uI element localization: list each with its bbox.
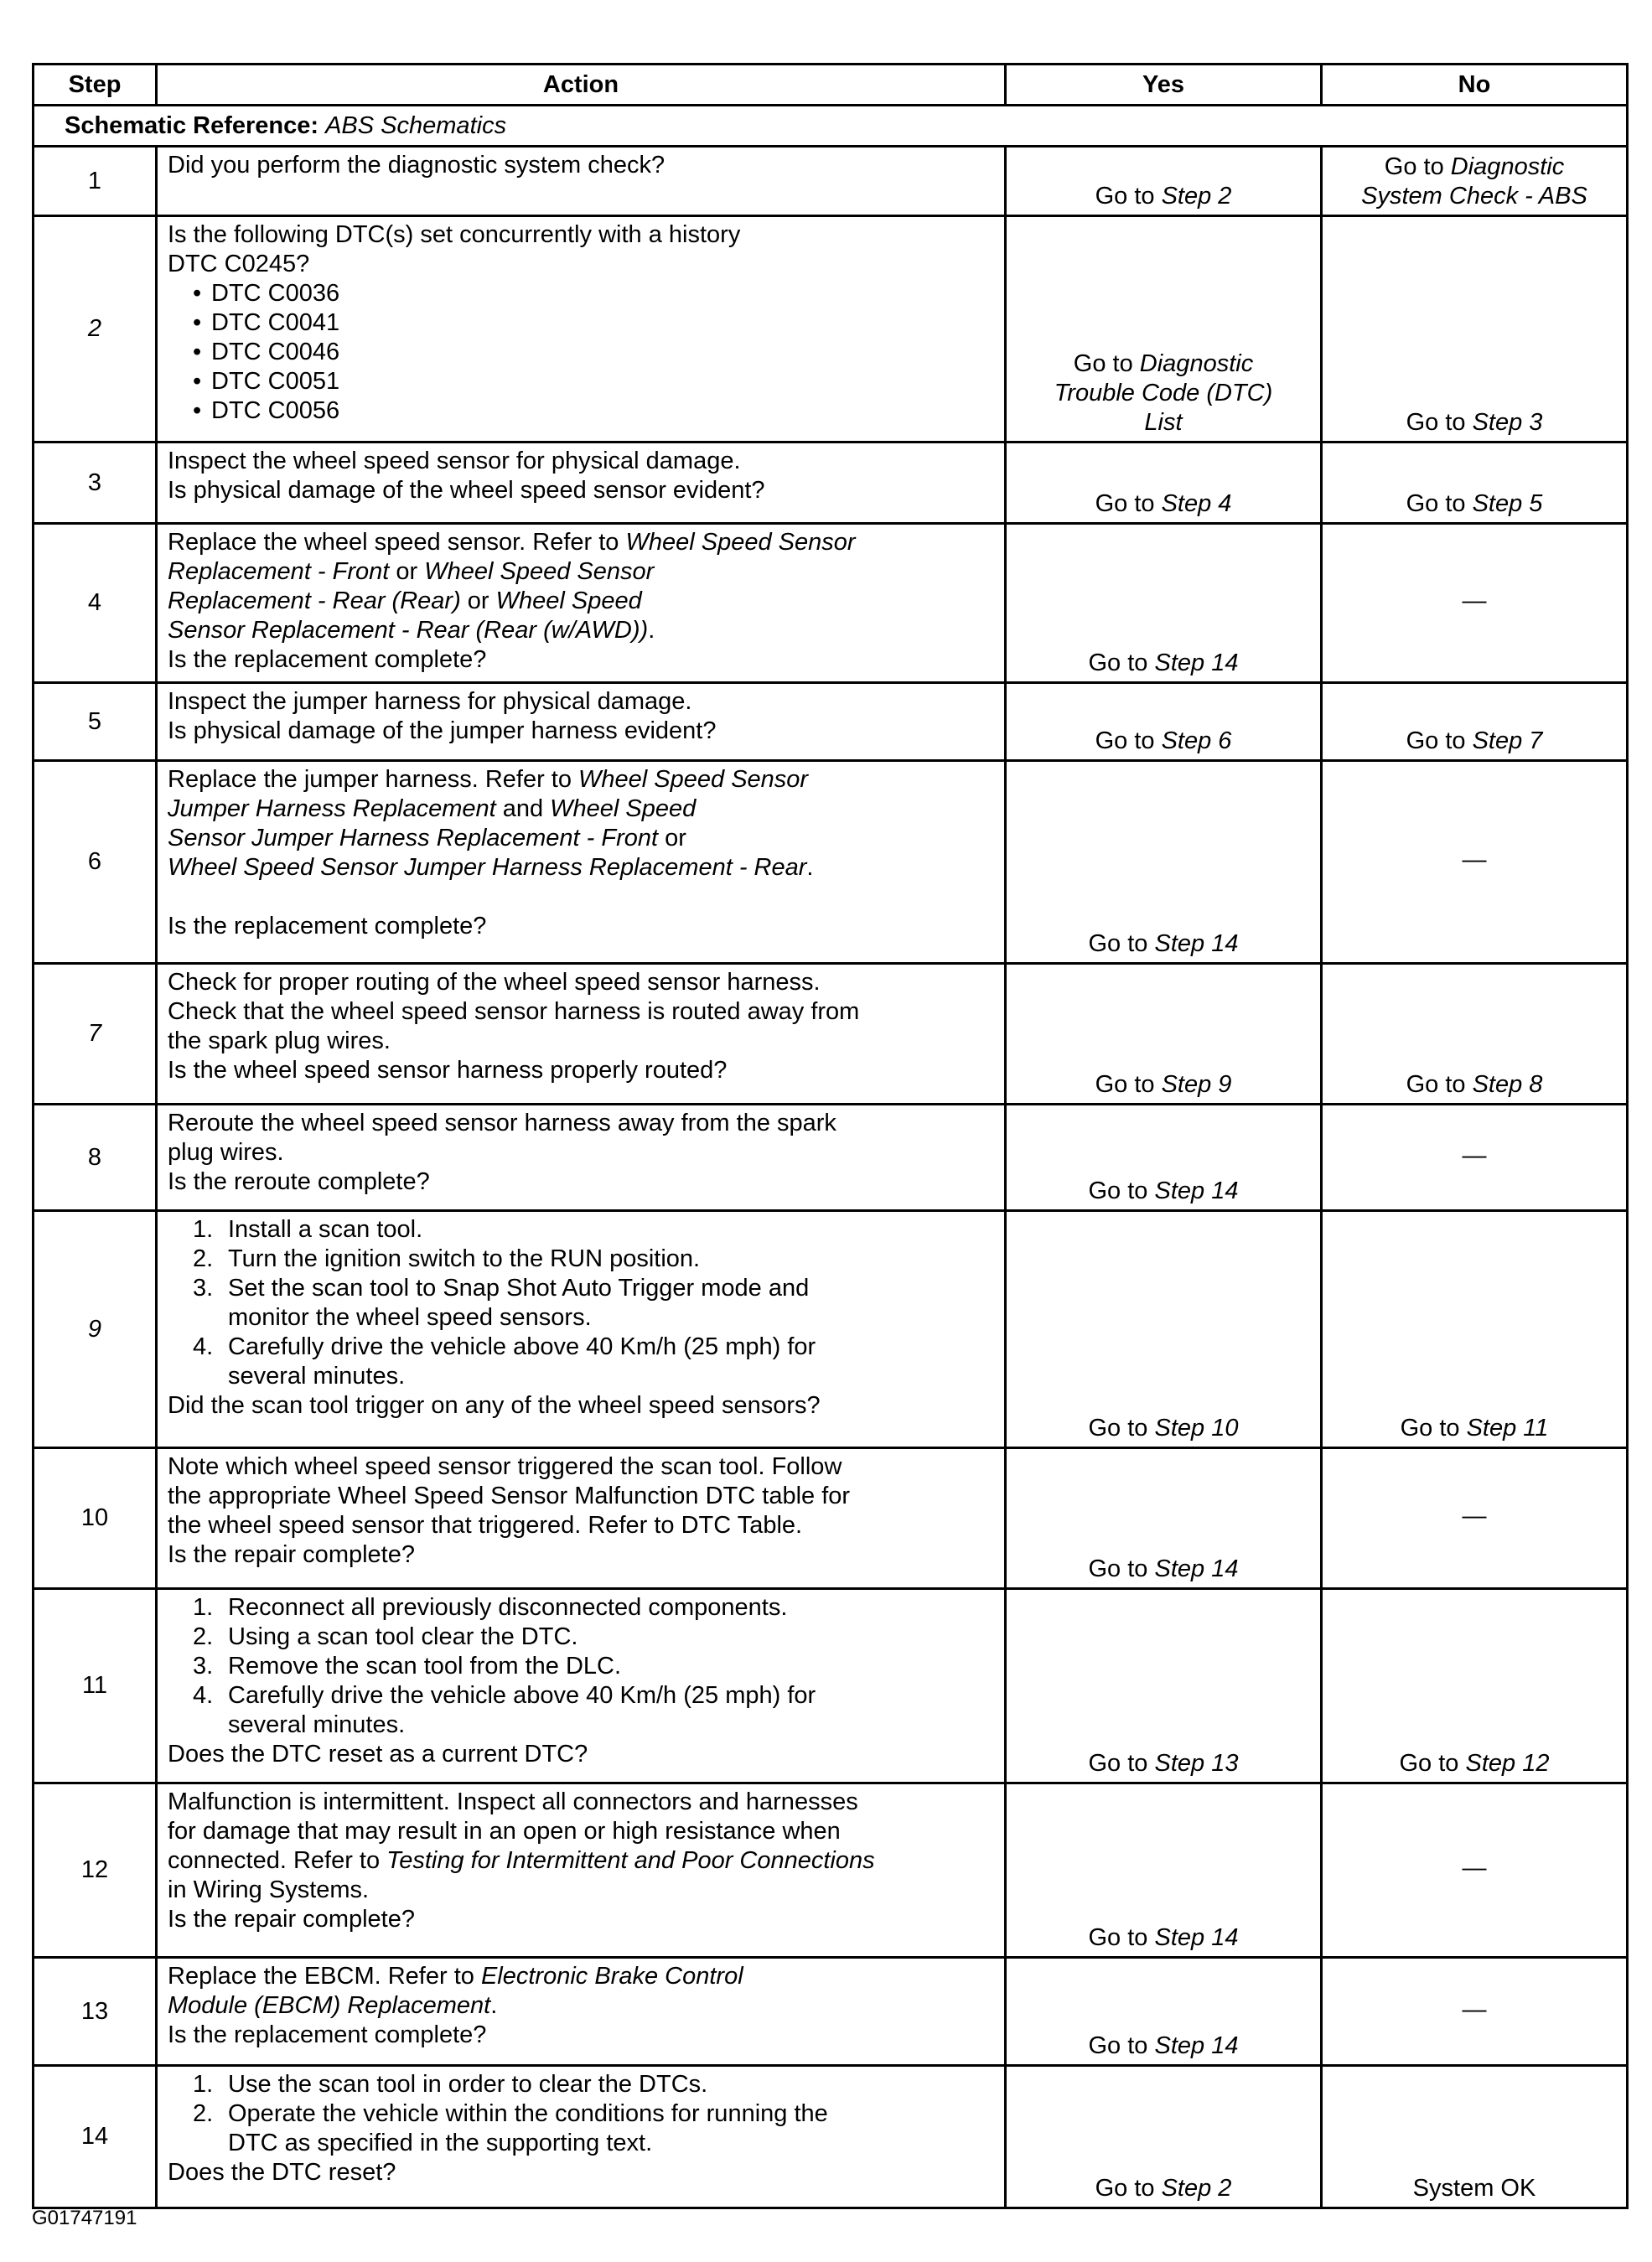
text-segment: Wheel Speed Sensor xyxy=(424,558,655,585)
table-row xyxy=(34,2066,1628,2208)
action-cell xyxy=(157,1589,1006,1783)
item-text-line: Operate the vehicle within the conditions for running the xyxy=(228,2100,828,2127)
text-segment: or xyxy=(389,558,425,585)
text-segment: Go to xyxy=(1088,1924,1155,1951)
item-text-line: Carefully drive the vehicle above 40 Km/h (25 mph) for xyxy=(228,1682,816,1709)
result-line xyxy=(1012,489,1315,519)
no-result xyxy=(1322,2066,1628,2208)
text-segment: Step 10 xyxy=(1154,1415,1239,1442)
action-line xyxy=(168,1991,996,2021)
text-segment: Go to xyxy=(1095,490,1162,517)
step-number: 1 xyxy=(34,147,157,216)
text-segment: Wheel Speed Sensor xyxy=(625,529,856,556)
text-segment: Module (EBCM) Replacement xyxy=(168,1992,491,2019)
item-number: 2. xyxy=(193,1623,214,1650)
item-text-line: Reconnect all previously disconnected components. xyxy=(228,1594,788,1621)
text-segment: Electronic Brake Control xyxy=(480,1963,743,1990)
step-number: 9 xyxy=(34,1211,157,1448)
action-line xyxy=(168,1962,996,1991)
text-segment: — xyxy=(1462,1995,1487,2023)
text-segment: Step 14 xyxy=(1154,2032,1239,2059)
item-number: 4. xyxy=(193,1333,214,1360)
text-segment: Go to xyxy=(1088,1750,1155,1777)
item-text-line: Carefully drive the vehicle above 40 Km/h (25 mph) for xyxy=(228,1333,816,1360)
item-number: 1. xyxy=(193,1594,214,1621)
no-result xyxy=(1322,1105,1628,1211)
text-segment: — xyxy=(1462,587,1487,614)
action-cell xyxy=(157,964,1006,1105)
numbered-item xyxy=(168,1245,996,1274)
result-line xyxy=(1012,2174,1315,2203)
item-number: 2. xyxy=(193,1245,214,1272)
table-row xyxy=(34,443,1628,524)
yes-result xyxy=(1006,1958,1322,2066)
header-no: No xyxy=(1322,65,1628,106)
text-segment: Go to xyxy=(1406,490,1473,517)
table-row xyxy=(34,761,1628,964)
action-cell xyxy=(157,524,1006,683)
step-number: 8 xyxy=(34,1105,157,1211)
action-cell xyxy=(157,147,1006,216)
text-segment: Replacement - Front xyxy=(168,558,390,585)
text-segment: Wheel Speed Sensor xyxy=(578,766,809,793)
result-line xyxy=(1012,1070,1315,1100)
text-segment: Jumper Harness Replacement xyxy=(168,795,496,822)
result-line xyxy=(1012,1414,1315,1443)
item-text-line: Remove the scan tool from the DLC. xyxy=(228,1653,622,1680)
item-text-line: Turn the ignition switch to the RUN position. xyxy=(228,1245,701,1272)
text-segment: connected. Refer to xyxy=(168,1847,387,1874)
no-result xyxy=(1322,1783,1628,1958)
text-segment: and xyxy=(495,795,551,822)
text-segment: — xyxy=(1462,846,1487,873)
action-cell xyxy=(157,1448,1006,1589)
action-line: Is the replacement complete? xyxy=(168,646,487,673)
result-line xyxy=(1012,727,1315,756)
action-cell xyxy=(157,443,1006,524)
text-segment: Wheel Speed Sensor Jumper Harness Replacement - Rear xyxy=(168,854,807,881)
text-segment: Go to xyxy=(1400,1415,1467,1442)
action-cell xyxy=(157,1783,1006,1958)
text-segment: Step 8 xyxy=(1472,1071,1543,1098)
text-segment: Step 14 xyxy=(1154,930,1239,957)
step-number: 14 xyxy=(34,2066,157,2208)
text-segment: Step 14 xyxy=(1154,1924,1239,1951)
result-line xyxy=(1012,182,1315,211)
action-line: Is the wheel speed sensor harness properly routed? xyxy=(168,1057,728,1084)
result-line xyxy=(1328,1502,1621,1531)
item-text-line: Install a scan tool. xyxy=(228,1216,423,1243)
no-result xyxy=(1322,1211,1628,1448)
action-line xyxy=(168,853,996,883)
result-line xyxy=(1012,1923,1315,1953)
schematic-reference-link: ABS Schematics xyxy=(325,111,507,139)
text-segment: Go to xyxy=(1088,1555,1155,1582)
text-segment: — xyxy=(1462,1855,1487,1882)
action-line: Check for proper routing of the wheel speed sensor harness. xyxy=(168,969,821,996)
action-line xyxy=(168,616,996,645)
action-line: for damage that may result in an open or high resistance when xyxy=(168,1818,841,1845)
table-row xyxy=(34,1958,1628,2066)
step-number: 4 xyxy=(34,524,157,683)
yes-result xyxy=(1006,147,1322,216)
result-line xyxy=(1012,1177,1315,1206)
no-result xyxy=(1322,443,1628,524)
text-segment: Go to xyxy=(1095,727,1162,754)
text-segment: Step 14 xyxy=(1154,1555,1239,1582)
yes-result xyxy=(1006,964,1322,1105)
figure-code: G01747191 xyxy=(32,2207,137,2229)
bullet-item: • DTC C0046 xyxy=(168,338,996,367)
numbered-item xyxy=(168,1333,996,1391)
table-row xyxy=(34,1783,1628,1958)
numbered-item xyxy=(168,1593,996,1623)
item-number: 3. xyxy=(193,1275,214,1302)
action-line: Is the following DTC(s) set concurrently with a history xyxy=(168,221,741,248)
result-line xyxy=(1012,929,1315,959)
action-line xyxy=(168,824,996,853)
numbered-item xyxy=(168,1215,996,1245)
bullet-item: • DTC C0041 xyxy=(168,308,996,338)
result-line xyxy=(1328,408,1621,437)
action-line: DTC C0245? xyxy=(168,251,310,277)
table-row xyxy=(34,1211,1628,1448)
action-line: Does the DTC reset? xyxy=(168,2159,396,2186)
text-segment: or xyxy=(460,587,496,614)
text-segment: Go to xyxy=(1095,2175,1162,2202)
text-segment: Replacement - Rear (Rear) xyxy=(168,587,461,614)
action-line: Malfunction is intermittent. Inspect all connectors and harnesses xyxy=(168,1788,858,1815)
text-segment: . xyxy=(806,854,814,881)
table-row xyxy=(34,1589,1628,1783)
action-line: the spark plug wires. xyxy=(168,1027,391,1054)
text-segment: Sensor Jumper Harness Replacement - Front xyxy=(168,825,659,851)
text-segment: or xyxy=(658,825,686,851)
text-segment: Replace the wheel speed sensor. Refer to xyxy=(168,529,626,556)
action-cell xyxy=(157,2066,1006,2208)
action-line: Is the repair complete? xyxy=(168,1541,415,1568)
numbered-item xyxy=(168,1274,996,1333)
numbered-item xyxy=(168,1623,996,1652)
action-line: Is physical damage of the jumper harness evident? xyxy=(168,717,717,744)
text-segment: Diagnostic xyxy=(1139,350,1254,377)
step-number: 2 xyxy=(34,216,157,443)
yes-result xyxy=(1006,1105,1322,1211)
schematic-reference-row xyxy=(34,106,1628,147)
no-result xyxy=(1322,683,1628,761)
action-line: Is the reroute complete? xyxy=(168,1168,430,1195)
result-line xyxy=(1328,1995,1621,2025)
table-row xyxy=(34,683,1628,761)
text-segment: Diagnostic xyxy=(1450,153,1565,180)
step-number: 10 xyxy=(34,1448,157,1589)
text-segment: Replace the jumper harness. Refer to xyxy=(168,766,579,793)
yes-result xyxy=(1006,524,1322,683)
result-line xyxy=(1012,1749,1315,1778)
step-number: 13 xyxy=(34,1958,157,2066)
header-step: Step xyxy=(34,65,157,106)
text-segment: Step 13 xyxy=(1154,1750,1239,1777)
action-cell xyxy=(157,1105,1006,1211)
item-number: 4. xyxy=(193,1682,214,1709)
result-line xyxy=(1012,649,1315,678)
text-segment: Wheel Speed xyxy=(550,795,697,822)
text-segment: Step 2 xyxy=(1161,183,1232,210)
step-number: 12 xyxy=(34,1783,157,1958)
action-line: Is the replacement complete? xyxy=(168,913,487,939)
yes-result xyxy=(1006,1448,1322,1589)
no-result xyxy=(1322,1448,1628,1589)
table-row xyxy=(34,964,1628,1105)
text-segment: List xyxy=(1144,409,1183,436)
text-segment: Go to xyxy=(1088,2032,1155,2059)
table-row xyxy=(34,524,1628,683)
text-segment: . xyxy=(490,1992,498,2019)
item-text-line: several minutes. xyxy=(228,1363,406,1390)
result-line xyxy=(1012,379,1315,408)
action-line: Did the scan tool trigger on any of the wheel speed sensors? xyxy=(168,1392,821,1419)
text-segment: Step 6 xyxy=(1161,727,1232,754)
yes-result xyxy=(1006,1211,1322,1448)
yes-result xyxy=(1006,1783,1322,1958)
yes-result xyxy=(1006,2066,1322,2208)
action-line: Is the replacement complete? xyxy=(168,2021,487,2048)
schematic-reference-label: Schematic Reference: xyxy=(65,111,319,139)
schematic-reference-cell xyxy=(34,106,1628,147)
text-segment: Go to xyxy=(1406,409,1473,436)
text-segment: Go to xyxy=(1399,1750,1466,1777)
text-segment: Trouble Code (DTC) xyxy=(1054,380,1273,406)
table-row xyxy=(34,1105,1628,1211)
result-line xyxy=(1012,1555,1315,1584)
text-segment: System OK xyxy=(1412,2175,1536,2202)
action-line: Does the DTC reset as a current DTC? xyxy=(168,1741,588,1768)
text-segment: — xyxy=(1462,1503,1487,1530)
numbered-item xyxy=(168,1652,996,1681)
header-row xyxy=(34,65,1628,106)
text-segment: . xyxy=(648,617,655,644)
text-segment: Step 2 xyxy=(1161,2175,1232,2202)
item-number: 1. xyxy=(193,1216,214,1243)
step-number: 7 xyxy=(34,964,157,1105)
table-row xyxy=(34,147,1628,216)
item-text-line: Use the scan tool in order to clear the DTCs. xyxy=(228,2071,708,2098)
item-text-line: Using a scan tool clear the DTC. xyxy=(228,1623,578,1650)
item-number: 2. xyxy=(193,2100,214,2127)
no-result xyxy=(1322,761,1628,964)
action-cell xyxy=(157,683,1006,761)
action-cell xyxy=(157,1211,1006,1448)
text-segment: Step 11 xyxy=(1466,1415,1549,1442)
step-number: 5 xyxy=(34,683,157,761)
text-segment: Step 5 xyxy=(1472,490,1543,517)
text-segment: — xyxy=(1462,1141,1487,1169)
result-line xyxy=(1328,182,1621,211)
bullet-item: • DTC C0051 xyxy=(168,367,996,396)
result-line xyxy=(1012,349,1315,379)
text-segment: Go to xyxy=(1406,727,1473,754)
action-line xyxy=(168,587,996,616)
yes-result xyxy=(1006,1589,1322,1783)
text-segment: Step 12 xyxy=(1465,1750,1550,1777)
text-segment: Sensor Replacement - Rear (Rear (w/AWD)) xyxy=(168,617,649,644)
yes-result xyxy=(1006,683,1322,761)
action-line: the appropriate Wheel Speed Sensor Malfunction DTC table for xyxy=(168,1483,851,1509)
text-segment: Step 9 xyxy=(1161,1071,1232,1098)
item-number: 3. xyxy=(193,1653,214,1680)
text-segment: Go to xyxy=(1088,1178,1155,1204)
result-line xyxy=(1328,2174,1621,2203)
no-result xyxy=(1322,147,1628,216)
yes-result xyxy=(1006,761,1322,964)
no-result xyxy=(1322,1589,1628,1783)
no-result xyxy=(1322,524,1628,683)
no-result xyxy=(1322,1958,1628,2066)
bullet-item: • DTC C0056 xyxy=(168,396,996,426)
yes-result xyxy=(1006,216,1322,443)
action-line xyxy=(168,528,996,557)
item-text-line: Set the scan tool to Snap Shot Auto Trigger mode and xyxy=(228,1275,810,1302)
action-line: Note which wheel speed sensor triggered the scan tool. Follow xyxy=(168,1453,842,1480)
result-line xyxy=(1328,1749,1621,1778)
text-segment: Go to xyxy=(1095,1071,1162,1098)
item-number: 1. xyxy=(193,2071,214,2098)
bullet-item: • DTC C0036 xyxy=(168,279,996,308)
text-segment: Wheel Speed xyxy=(495,587,642,614)
text-segment: Step 4 xyxy=(1161,490,1232,517)
result-line xyxy=(1012,408,1315,437)
text-segment: Step 14 xyxy=(1154,650,1239,676)
step-number: 3 xyxy=(34,443,157,524)
table-row xyxy=(34,1448,1628,1589)
result-line xyxy=(1328,1070,1621,1100)
numbered-item xyxy=(168,2070,996,2099)
numbered-item xyxy=(168,2099,996,2158)
text-segment: Go to xyxy=(1088,930,1155,957)
result-line xyxy=(1328,1414,1621,1443)
action-cell xyxy=(157,216,1006,443)
table-body xyxy=(34,106,1628,2208)
result-line xyxy=(1328,153,1621,182)
text-segment: Go to xyxy=(1088,650,1155,676)
numbered-item xyxy=(168,1681,996,1740)
action-line: plug wires. xyxy=(168,1139,284,1166)
action-line xyxy=(168,557,996,587)
header-yes: Yes xyxy=(1006,65,1322,106)
table-row xyxy=(34,216,1628,443)
text-segment: Step 14 xyxy=(1154,1178,1239,1204)
action-line xyxy=(168,795,996,824)
action-cell xyxy=(157,1958,1006,2066)
header-action: Action xyxy=(157,65,1006,106)
item-text-line: monitor the wheel speed sensors. xyxy=(228,1304,592,1331)
text-segment: Go to xyxy=(1073,350,1140,377)
diagnostic-table xyxy=(32,63,1629,2209)
action-line: the wheel speed sensor that triggered. Refer to DTC Table. xyxy=(168,1512,803,1539)
text-segment: Replace the EBCM. Refer to xyxy=(168,1963,481,1990)
result-line xyxy=(1328,1141,1621,1171)
item-text-line: DTC as specified in the supporting text. xyxy=(228,2130,653,2156)
action-line: Inspect the jumper harness for physical damage. xyxy=(168,688,692,715)
result-line xyxy=(1328,727,1621,756)
text-segment: Go to xyxy=(1095,183,1162,210)
action-line: Inspect the wheel speed sensor for physical damage. xyxy=(168,448,741,474)
action-line: Did you perform the diagnostic system check? xyxy=(168,152,665,179)
step-number: 6 xyxy=(34,761,157,964)
text-segment: Go to xyxy=(1406,1071,1473,1098)
text-segment: Step 3 xyxy=(1472,409,1543,436)
no-result xyxy=(1322,216,1628,443)
result-line xyxy=(1328,846,1621,875)
action-line: Reroute the wheel speed sensor harness away from the spark xyxy=(168,1110,836,1136)
yes-result xyxy=(1006,443,1322,524)
action-line xyxy=(168,1846,996,1876)
text-segment: Go to xyxy=(1088,1415,1155,1442)
action-line: Is physical damage of the wheel speed sensor evident? xyxy=(168,477,765,504)
action-line: Is the repair complete? xyxy=(168,1906,415,1933)
result-line xyxy=(1328,489,1621,519)
text-segment: Step 7 xyxy=(1472,727,1543,754)
no-result xyxy=(1322,964,1628,1105)
text-segment: System Check - ABS xyxy=(1361,183,1587,210)
action-line: in Wiring Systems. xyxy=(168,1876,370,1903)
item-text-line: several minutes. xyxy=(228,1711,406,1738)
action-line: Check that the wheel speed sensor harness is routed away from xyxy=(168,998,860,1025)
text-segment: Go to xyxy=(1384,153,1451,180)
result-line xyxy=(1328,587,1621,616)
text-segment: Testing for Intermittent and Poor Connections xyxy=(386,1847,875,1874)
result-line xyxy=(1012,2032,1315,2061)
result-line xyxy=(1328,1854,1621,1883)
action-line xyxy=(168,765,996,795)
step-number: 11 xyxy=(34,1589,157,1783)
action-cell xyxy=(157,761,1006,964)
